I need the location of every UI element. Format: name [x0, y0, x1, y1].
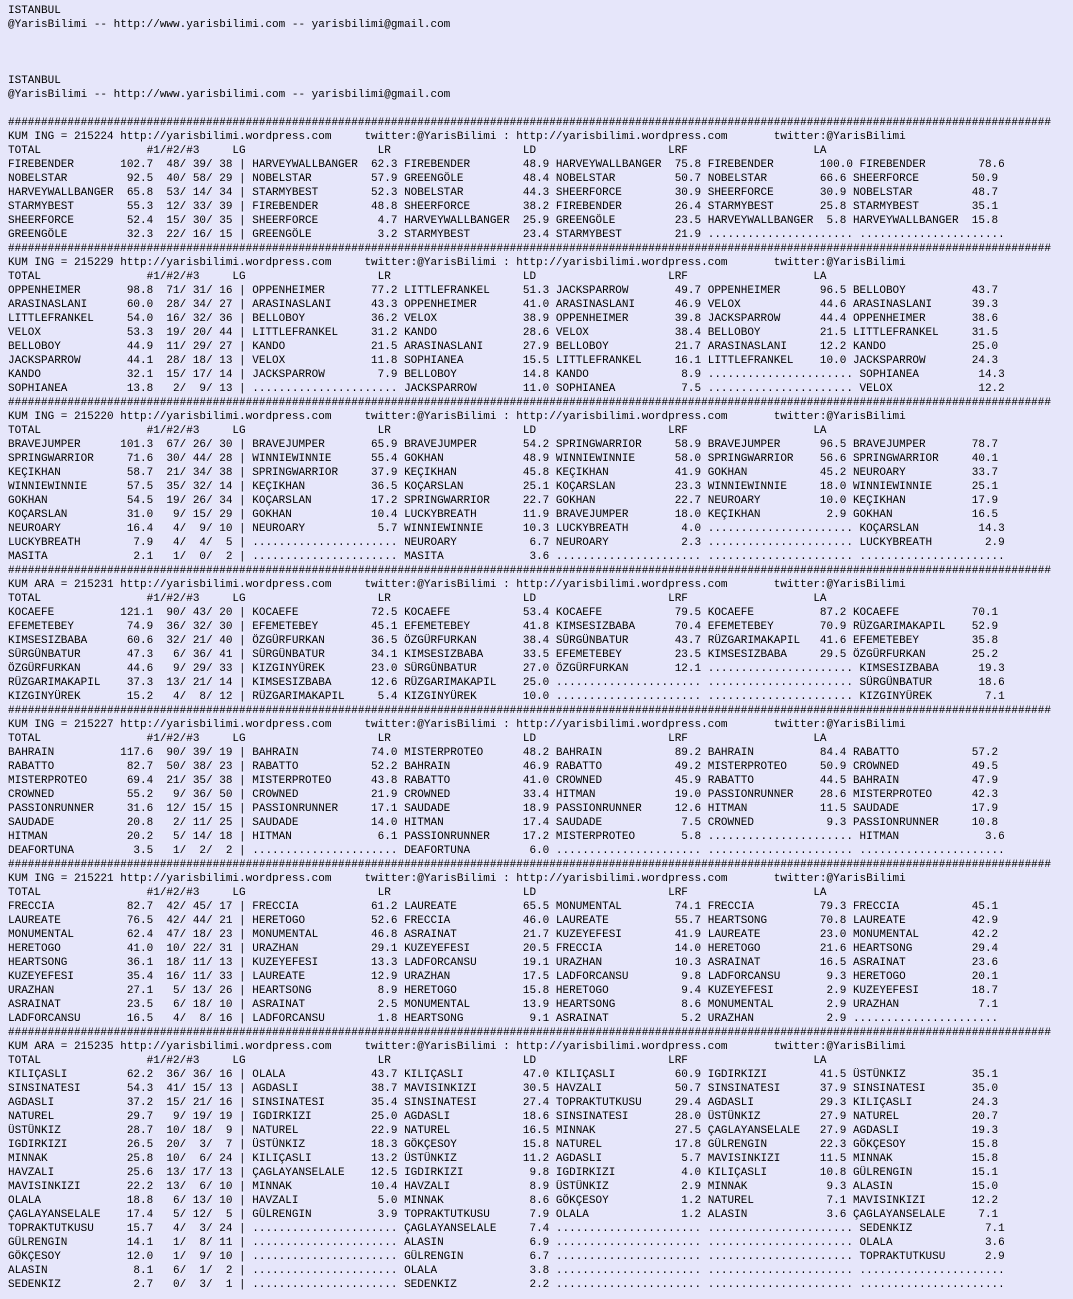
- horse-row: KIMSESIZBABA 60.6 32/ 21/ 40 | ÖZGÜRFURKAN 36.5 ÖZGÜRFURKAN 38.4 SÜRGÜNBATUR 43.7 RÜZGARIMAKAPIL 41.6 EFEMETEBEY 35.8: [8, 635, 999, 647]
- horse-row: MISTERPROTEO 69.4 21/ 35/ 38 | MISTERPROTEO 43.8 RABATTO 41.0 CROWNED 45.9 RABATTO 44.5 BAHRAIN 47.9: [8, 775, 999, 787]
- horse-row: LITTLEFRANKEL 54.0 16/ 32/ 36 | BELLOBOY 36.2 VELOX 38.9 OPPENHEIMER 39.8 JACKSPARROW 44.4 OPPENHEIMER 38.6: [8, 313, 999, 325]
- column-header-line: TOTAL #1/#2/#3 LG LR LD LRF LA: [8, 887, 827, 899]
- race-header-line: KUM ING = 215224 http://yarisbilimi.wordpress.com twitter:@YarisBilimi : http://yarisbilimi.wordpress.com twitter:@YarisBilimi: [8, 131, 906, 143]
- horse-row: GOKHAN 54.5 19/ 26/ 34 | KOÇARSLAN 17.2 SPRINGWARRIOR 22.7 GOKHAN 22.7 NEUROARY 10.0 KEÇIKHAN 17.9: [8, 495, 999, 507]
- horse-row: ÜSTÜNKIZ 28.7 10/ 18/ 9 | NATUREL 22.9 NATUREL 16.5 MINNAK 27.5 ÇAGLAYANSELALE 27.9 AGDASLI 19.3: [8, 1125, 999, 1137]
- column-header-line: TOTAL #1/#2/#3 LG LR LD LRF LA: [8, 425, 827, 437]
- race-header-line: KUM ING = 215227 http://yarisbilimi.wordpress.com twitter:@YarisBilimi : http://yarisbilimi.wordpress.com twitter:@YarisBilimi: [8, 719, 906, 731]
- blank-line: [8, 32, 1073, 46]
- horse-row: HAVZALI 25.6 13/ 17/ 13 | ÇAGLAYANSELALE 12.5 IGDIRKIZI 9.8 IGDIRKIZI 4.0 KILIÇASLI 10.8 GÜLRENGIN 15.1: [8, 1167, 999, 1179]
- horse-row: SPRINGWARRIOR 71.6 30/ 44/ 28 | WINNIEWINNIE 55.4 GOKHAN 48.9 WINNIEWINNIE 58.0 SPRINGWARRIOR 56.6 SPRINGWARRIOR 40.1: [8, 453, 999, 465]
- column-header-line: TOTAL #1/#2/#3 LG LR LD LRF LA: [8, 145, 827, 157]
- horse-row: KILIÇASLI 62.2 36/ 36/ 16 | OLALA 43.7 KILIÇASLI 47.0 KILIÇASLI 60.9 IGDIRKIZI 41.5 ÜSTÜNKIZ 35.1: [8, 1069, 999, 1081]
- blank-line: [8, 46, 1073, 60]
- horse-row: HERETOGO 41.0 10/ 22/ 31 | URAZHAN 29.1 KUZEYEFESI 20.5 FRECCIA 14.0 HERETOGO 21.6 HEARTSONG 29.4: [8, 943, 999, 955]
- horse-row: KUZEYEFESI 35.4 16/ 11/ 33 | LAUREATE 12.9 URAZHAN 17.5 LADFORCANSU 9.8 LADFORCANSU 9.3 HERETOGO 20.1: [8, 971, 999, 983]
- horse-row: HITMAN 20.2 5/ 14/ 18 | HITMAN 6.1 PASSIONRUNNER 17.2 MISTERPROTEO 5.8 ...................... HITMAN 3.6: [8, 831, 1005, 843]
- horse-row: FRECCIA 82.7 42/ 45/ 17 | FRECCIA 61.2 LAUREATE 65.5 MONUMENTAL 74.1 FRECCIA 79.3 FRECCIA 45.1: [8, 901, 999, 913]
- race-header-line: KUM ING = 215221 http://yarisbilimi.wordpress.com twitter:@YarisBilimi : http://yarisbilimi.wordpress.com twitter:@YarisBilimi: [8, 873, 906, 885]
- horse-row: KOCAEFE 121.1 90/ 43/ 20 | KOCAEFE 72.5 KOCAEFE 53.4 KOCAEFE 79.5 KOCAEFE 87.2 KOCAEFE 70.1: [8, 607, 999, 619]
- separator-line: ##############################################################################################################################################################: [8, 859, 1051, 871]
- horse-row: SINSINATESI 54.3 41/ 15/ 13 | AGDASLI 38.7 MAVISINKIZI 30.5 HAVZALI 50.7 SINSINATESI 37.9 SINSINATESI 35.0: [8, 1083, 999, 1095]
- horse-row: NOBELSTAR 92.5 40/ 58/ 29 | NOBELSTAR 57.9 GREENGÖLE 48.4 NOBELSTAR 50.7 NOBELSTAR 66.6 SHEERFORCE 50.9: [8, 173, 999, 185]
- contact-line: @YarisBilimi -- http://www.yarisbilimi.com -- yarisbilimi@gmail.com: [8, 89, 451, 101]
- horse-row: STARMYBEST 55.3 12/ 33/ 39 | FIREBENDER 48.8 SHEERFORCE 38.2 FIREBENDER 26.4 STARMYBEST 25.8 STARMYBEST 35.1: [8, 201, 999, 213]
- horse-row: MINNAK 25.8 10/ 6/ 24 | KILIÇASLI 13.2 ÜSTÜNKIZ 11.2 AGDASLI 5.7 MAVISINKIZI 11.5 MINNAK 15.8: [8, 1153, 999, 1165]
- horse-row: JACKSPARROW 44.1 28/ 18/ 13 | VELOX 11.8 SOPHIANEA 15.5 LITTLEFRANKEL 16.1 LITTLEFRANKEL 10.0 JACKSPARROW 24.3: [8, 355, 999, 367]
- separator-line: ##############################################################################################################################################################: [8, 117, 1051, 129]
- separator-line: ##############################################################################################################################################################: [8, 1027, 1051, 1039]
- horse-row: VELOX 53.3 19/ 20/ 44 | LITTLEFRANKEL 31.2 KANDO 28.6 VELOX 38.4 BELLOBOY 21.5 LITTLEFRANKEL 31.5: [8, 327, 999, 339]
- horse-row: LAUREATE 76.5 42/ 44/ 21 | HERETOGO 52.6 FRECCIA 46.0 LAUREATE 55.7 HEARTSONG 70.8 LAUREATE 42.9: [8, 915, 999, 927]
- horse-row: TOPRAKTUTKUSU 15.7 4/ 3/ 24 | ...................... ÇAGLAYANSELALE 7.4 ...................... ...................... SEDENKIZ 7.1: [8, 1223, 1005, 1235]
- race-header-line: KUM ING = 215220 http://yarisbilimi.wordpress.com twitter:@YarisBilimi : http://yarisbilimi.wordpress.com twitter:@YarisBilimi: [8, 411, 906, 423]
- horse-row: GÖKÇESOY 12.0 1/ 9/ 10 | ...................... GÜLRENGIN 6.7 ...................... ...................... TOPRAKTUTKUSU 2.9: [8, 1251, 1005, 1263]
- separator-line: ##############################################################################################################################################################: [8, 705, 1051, 717]
- horse-row: SAUDADE 20.8 2/ 11/ 25 | SAUDADE 14.0 HITMAN 17.4 SAUDADE 7.5 CROWNED 9.3 PASSIONRUNNER 10.8: [8, 817, 999, 829]
- horse-row: URAZHAN 27.1 5/ 13/ 26 | HEARTSONG 8.9 HERETOGO 15.8 HERETOGO 9.4 KUZEYEFESI 2.9 KUZEYEFESI 18.7: [8, 985, 999, 997]
- horse-row: RÜZGARIMAKAPIL 37.3 13/ 21/ 14 | KIMSESIZBABA 12.6 RÜZGARIMAKAPIL 25.0 ...................... ...................... SÜRGÜNBATUR 18.6: [8, 677, 1005, 689]
- race-header-line: KUM ING = 215229 http://yarisbilimi.wordpress.com twitter:@YarisBilimi : http://yarisbilimi.wordpress.com twitter:@YarisBilimi: [8, 257, 906, 269]
- horse-row: EFEMETEBEY 74.9 36/ 32/ 30 | EFEMETEBEY 45.1 EFEMETEBEY 41.8 KIMSESIZBABA 70.4 EFEMETEBEY 70.9 RÜZGARIMAKAPIL 52.9: [8, 621, 999, 633]
- horse-row: LUCKYBREATH 7.9 4/ 4/ 5 | ...................... NEUROARY 6.7 NEUROARY 2.3 ...................... LUCKYBREATH 2.9: [8, 537, 1005, 549]
- separator-line: ##############################################################################################################################################################: [8, 243, 1051, 255]
- column-header-line: TOTAL #1/#2/#3 LG LR LD LRF LA: [8, 733, 827, 745]
- horse-row: LADFORCANSU 16.5 4/ 8/ 16 | LADFORCANSU 1.8 HEARTSONG 9.1 ASRAINAT 5.2 URAZHAN 2.9 ......................: [8, 1013, 999, 1025]
- horse-row: OLALA 18.8 6/ 13/ 10 | HAVZALI 5.0 MINNAK 8.6 GÖKÇESOY 1.2 NATUREL 7.1 MAVISINKIZI 12.2: [8, 1195, 999, 1207]
- horse-row: MONUMENTAL 62.4 47/ 18/ 23 | MONUMENTAL 46.8 ASRAINAT 21.7 KUZEYEFESI 41.9 LAUREATE 23.0 MONUMENTAL 42.2: [8, 929, 999, 941]
- column-header-line: TOTAL #1/#2/#3 LG LR LD LRF LA: [8, 1055, 827, 1067]
- separator-line: ##############################################################################################################################################################: [8, 565, 1051, 577]
- horse-row: GREENGÖLE 32.3 22/ 16/ 15 | GREENGÖLE 3.2 STARMYBEST 23.4 STARMYBEST 21.9 ...................... ......................: [8, 229, 1005, 241]
- city-title: ISTANBUL: [8, 75, 61, 87]
- horse-row: BELLOBOY 44.9 11/ 29/ 27 | KANDO 21.5 ARASINASLANI 27.9 BELLOBOY 21.7 ARASINASLANI 12.2 KANDO 25.0: [8, 341, 999, 353]
- horse-row: SHEERFORCE 52.4 15/ 30/ 35 | SHEERFORCE 4.7 HARVEYWALLBANGER 25.9 GREENGÖLE 23.5 HARVEYWALLBANGER 5.8 HARVEYWALLBANGER 15.8: [8, 215, 999, 227]
- horse-row: ARASINASLANI 60.0 28/ 34/ 27 | ARASINASLANI 43.3 OPPENHEIMER 41.0 ARASINASLANI 46.9 VELOX 44.6 ARASINASLANI 39.3: [8, 299, 999, 311]
- horse-row: MASITA 2.1 1/ 0/ 2 | ...................... MASITA 3.6 ...................... ...................... ......................: [8, 551, 1005, 563]
- horse-row: KOÇARSLAN 31.0 9/ 15/ 29 | GOKHAN 10.4 LUCKYBREATH 11.9 BRAVEJUMPER 18.0 KEÇIKHAN 2.9 GOKHAN 16.5: [8, 509, 999, 521]
- separator-line: ##############################################################################################################################################################: [8, 397, 1051, 409]
- horse-row: ÇAGLAYANSELALE 17.4 5/ 12/ 5 | GÜLRENGIN 3.9 TOPRAKTUTKUSU 7.9 OLALA 1.2 ALASIN 3.6 ÇAGLAYANSELALE 7.1: [8, 1209, 999, 1221]
- horse-row: BRAVEJUMPER 101.3 67/ 26/ 30 | BRAVEJUMPER 65.9 BRAVEJUMPER 54.2 SPRINGWARRIOR 58.9 BRAVEJUMPER 96.5 BRAVEJUMPER 78.7: [8, 439, 999, 451]
- horse-row: NATUREL 29.7 9/ 19/ 19 | IGDIRKIZI 25.0 AGDASLI 18.6 SINSINATESI 28.0 ÜSTÜNKIZ 27.9 NATUREL 20.7: [8, 1111, 999, 1123]
- horse-row: HARVEYWALLBANGER 65.8 53/ 14/ 34 | STARMYBEST 52.3 NOBELSTAR 44.3 SHEERFORCE 30.9 SHEERFORCE 30.9 NOBELSTAR 48.7: [8, 187, 999, 199]
- column-header-line: TOTAL #1/#2/#3 LG LR LD LRF LA: [8, 271, 827, 283]
- city-title: ISTANBUL: [8, 5, 61, 17]
- horse-row: KEÇIKHAN 58.7 21/ 34/ 38 | SPRINGWARRIOR 37.9 KEÇIKHAN 45.8 KEÇIKHAN 41.9 GOKHAN 45.2 NEUROARY 33.7: [8, 467, 999, 479]
- horse-row: NEUROARY 16.4 4/ 9/ 10 | NEUROARY 5.7 WINNIEWINNIE 10.3 LUCKYBREATH 4.0 ...................... KOÇARSLAN 14.3: [8, 523, 1005, 535]
- horse-row: PASSIONRUNNER 31.6 12/ 15/ 15 | PASSIONRUNNER 17.1 SAUDADE 18.9 PASSIONRUNNER 12.6 HITMAN 11.5 SAUDADE 17.9: [8, 803, 999, 815]
- blank-line: [8, 102, 1073, 116]
- blank-line: [8, 60, 1073, 74]
- horse-row: OPPENHEIMER 98.8 71/ 31/ 16 | OPPENHEIMER 77.2 LITTLEFRANKEL 51.3 JACKSPARROW 49.7 OPPENHEIMER 96.5 BELLOBOY 43.7: [8, 285, 999, 297]
- horse-row: WINNIEWINNIE 57.5 35/ 32/ 14 | KEÇIKHAN 36.5 KOÇARSLAN 25.1 KOÇARSLAN 23.3 WINNIEWINNIE 18.0 WINNIEWINNIE 25.1: [8, 481, 999, 493]
- horse-row: BAHRAIN 117.6 90/ 39/ 19 | BAHRAIN 74.0 MISTERPROTEO 48.2 BAHRAIN 89.2 BAHRAIN 84.4 RABATTO 57.2: [8, 747, 999, 759]
- horse-row: SEDENKIZ 2.7 0/ 3/ 1 | ...................... SEDENKIZ 2.2 ...................... ...................... ......................: [8, 1279, 1005, 1291]
- horse-row: ÖZGÜRFURKAN 44.6 9/ 29/ 33 | KIZGINYÜREK 23.0 SÜRGÜNBATUR 27.0 ÖZGÜRFURKAN 12.1 ...................... KIMSESIZBABA 19.3: [8, 663, 1005, 675]
- horse-row: KIZGINYÜREK 15.2 4/ 8/ 12 | RÜZGARIMAKAPIL 5.4 KIZGINYÜREK 10.0 ...................... ...................... KIZGINYÜREK 7.1: [8, 691, 1005, 703]
- horse-row: ALASIN 8.1 6/ 1/ 2 | ...................... OLALA 3.8 ...................... ...................... ......................: [8, 1265, 1005, 1277]
- horse-row: SOPHIANEA 13.8 2/ 9/ 13 | ...................... JACKSPARROW 11.0 SOPHIANEA 7.5 ...................... VELOX 12.2: [8, 383, 1005, 395]
- horse-row: IGDIRKIZI 26.5 20/ 3/ 7 | ÜSTÜNKIZ 18.3 GÖKÇESOY 15.8 NATUREL 17.8 GÜLRENGIN 22.3 GÖKÇESOY 15.8: [8, 1139, 999, 1151]
- horse-row: DEAFORTUNA 3.5 1/ 2/ 2 | ...................... DEAFORTUNA 6.0 ...................... ...................... ......................: [8, 845, 1005, 857]
- column-header-line: TOTAL #1/#2/#3 LG LR LD LRF LA: [8, 593, 827, 605]
- contact-line: @YarisBilimi -- http://www.yarisbilimi.com -- yarisbilimi@gmail.com: [8, 19, 451, 31]
- horse-row: MAVISINKIZI 22.2 13/ 6/ 10 | MINNAK 10.4 HAVZALI 8.9 ÜSTÜNKIZ 2.9 MINNAK 9.3 ALASIN 15.0: [8, 1181, 999, 1193]
- horse-row: AGDASLI 37.2 15/ 21/ 16 | SINSINATESI 35.4 SINSINATESI 27.4 TOPRAKTUTKUSU 29.4 AGDASLI 29.3 KILIÇASLI 24.3: [8, 1097, 999, 1109]
- horse-row: CROWNED 55.2 9/ 36/ 50 | CROWNED 21.9 CROWNED 33.4 HITMAN 19.0 PASSIONRUNNER 28.6 MISTERPROTEO 42.3: [8, 789, 999, 801]
- horse-row: FIREBENDER 102.7 48/ 39/ 38 | HARVEYWALLBANGER 62.3 FIREBENDER 48.9 HARVEYWALLBANGER 75.8 FIREBENDER 100.0 FIREBENDER 78.6: [8, 159, 1005, 171]
- horse-row: GÜLRENGIN 14.1 1/ 8/ 11 | ...................... ALASIN 6.9 ...................... ...................... OLALA 3.6: [8, 1237, 1005, 1249]
- horse-row: SÜRGÜNBATUR 47.3 6/ 36/ 41 | SÜRGÜNBATUR 34.1 KIMSESIZBABA 33.5 EFEMETEBEY 23.5 KIMSESIZBABA 29.5 ÖZGÜRFURKAN 25.2: [8, 649, 999, 661]
- horse-row: HEARTSONG 36.1 18/ 11/ 13 | KUZEYEFESI 13.3 LADFORCANSU 19.1 URAZHAN 10.3 ASRAINAT 16.5 ASRAINAT 23.6: [8, 957, 999, 969]
- horse-row: KANDO 32.1 15/ 17/ 14 | JACKSPARROW 7.9 BELLOBOY 14.8 KANDO 8.9 ...................... SOPHIANEA 14.3: [8, 369, 1005, 381]
- horse-row: ASRAINAT 23.5 6/ 18/ 10 | ASRAINAT 2.5 MONUMENTAL 13.9 HEARTSONG 8.6 MONUMENTAL 2.9 URAZHAN 7.1: [8, 999, 999, 1011]
- horse-row: RABATTO 82.7 50/ 38/ 23 | RABATTO 52.2 BAHRAIN 46.9 RABATTO 49.2 MISTERPROTEO 50.9 CROWNED 49.5: [8, 761, 999, 773]
- race-header-line: KUM ARA = 215235 http://yarisbilimi.wordpress.com twitter:@YarisBilimi : http://yarisbilimi.wordpress.com twitter:@YarisBilimi: [8, 1041, 906, 1053]
- race-header-line: KUM ARA = 215231 http://yarisbilimi.wordpress.com twitter:@YarisBilimi : http://yarisbilimi.wordpress.com twitter:@YarisBilimi: [8, 579, 906, 591]
